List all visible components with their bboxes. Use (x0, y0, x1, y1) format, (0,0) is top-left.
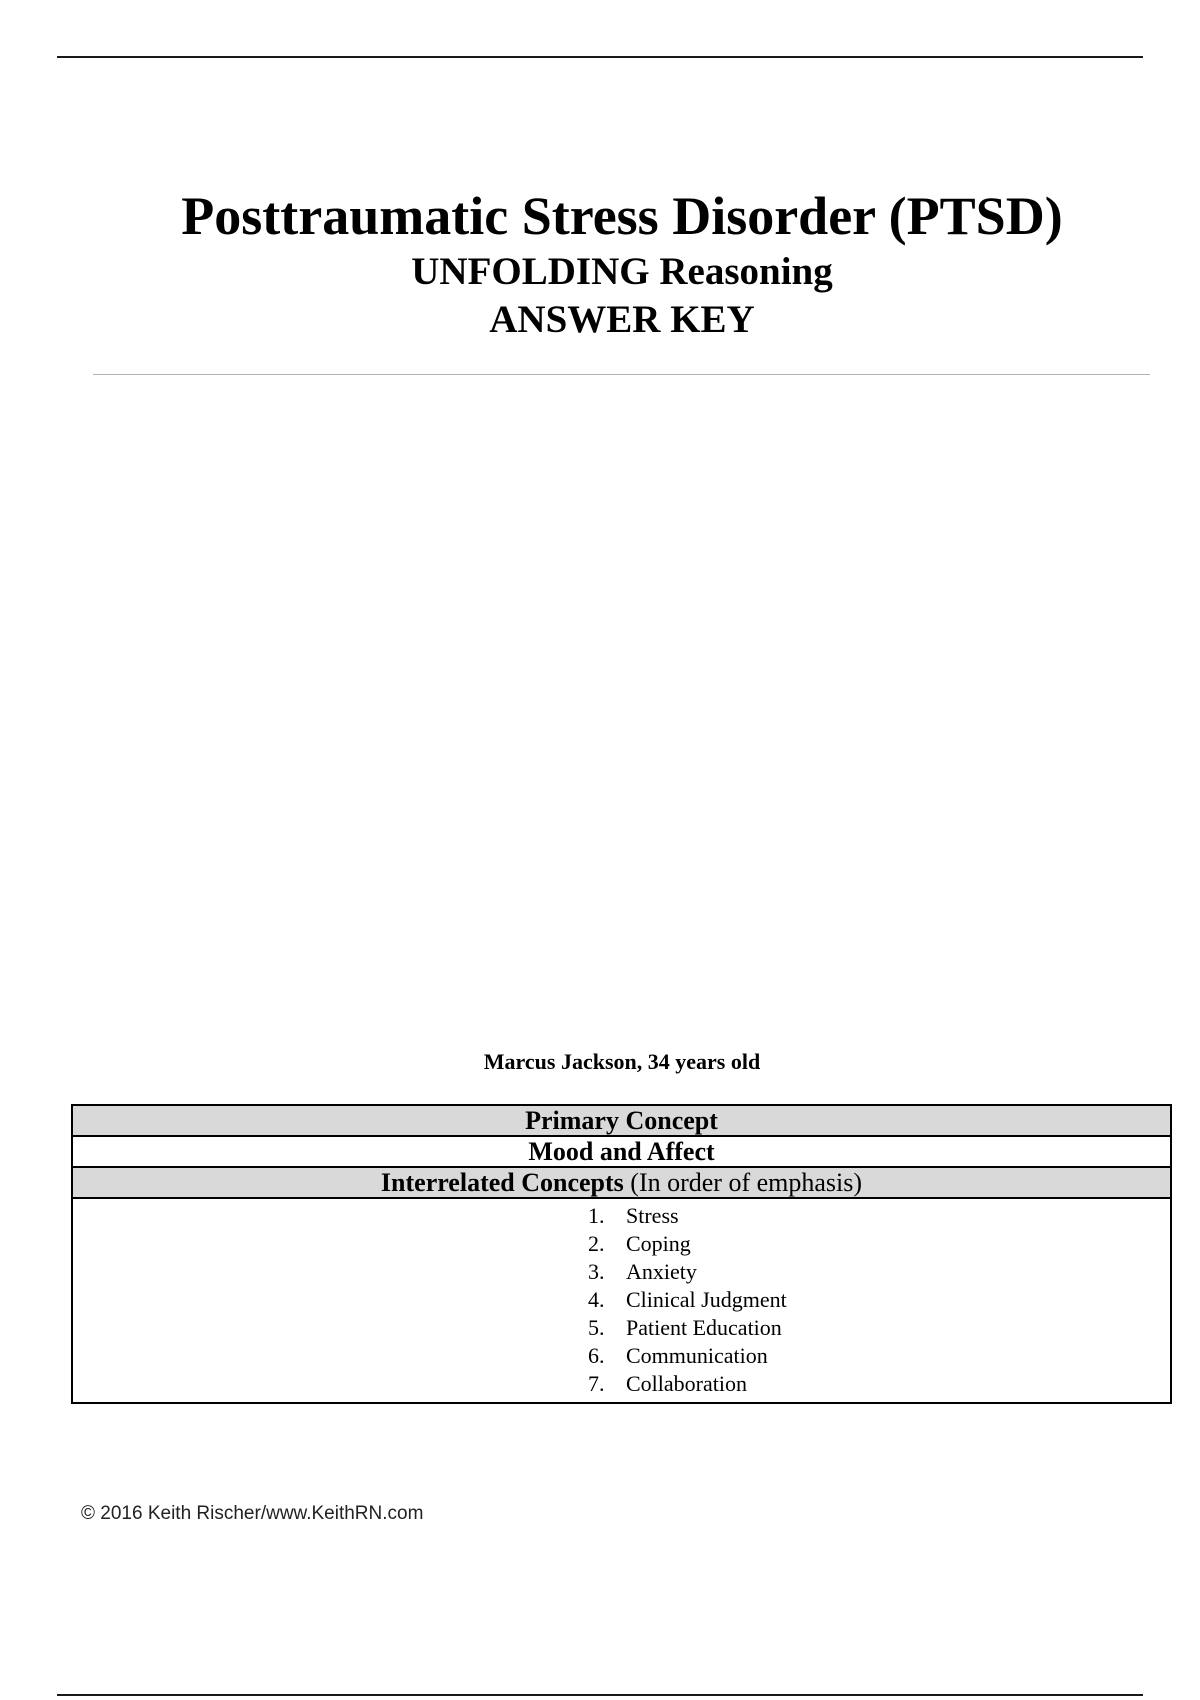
interrelated-header-row (73, 1168, 1170, 1199)
interrelated-note: (In order of emphasis) (630, 1168, 863, 1197)
list-item (73, 1202, 1170, 1230)
list-item (73, 1230, 1170, 1258)
list-item-label: Patient Education (626, 1315, 782, 1340)
list-item-number: 6. (588, 1343, 605, 1368)
subtitle-reasoning: UNFOLDING Reasoning (411, 250, 833, 293)
top-rule (57, 56, 1143, 58)
title-block (0, 184, 1200, 344)
list-item-label: Coping (626, 1231, 691, 1256)
title-rule (93, 374, 1150, 375)
list-item-label: Collaboration (626, 1371, 747, 1396)
primary-concept-row (73, 1137, 1170, 1168)
list-item-number: 2. (588, 1231, 605, 1256)
list-item-label: Communication (626, 1343, 768, 1368)
copyright-notice: © 2016 Keith Rischer/www.KeithRN.com (81, 1503, 424, 1524)
subtitle-answer-key: ANSWER KEY (489, 298, 755, 341)
list-item (73, 1342, 1170, 1370)
concept-table (71, 1104, 1172, 1404)
page-title: Posttraumatic Stress Disorder (PTSD) (181, 186, 1063, 246)
patient-name: Marcus Jackson, 34 years old (483, 1049, 761, 1074)
primary-concept-value: Mood and Affect (528, 1137, 715, 1166)
bottom-rule (57, 1694, 1143, 1696)
list-item (73, 1286, 1170, 1314)
list-item-label: Anxiety (626, 1259, 697, 1284)
list-item-label: Clinical Judgment (626, 1287, 787, 1312)
list-item-number: 1. (588, 1203, 605, 1228)
primary-concept-header-row (73, 1106, 1170, 1137)
list-item-number: 3. (588, 1259, 605, 1284)
interrelated-concepts-list (73, 1199, 1170, 1402)
list-item-number: 5. (588, 1315, 605, 1340)
list-item-number: 7. (588, 1371, 605, 1396)
list-item-number: 4. (588, 1287, 605, 1312)
interrelated-header: Interrelated Concepts (380, 1168, 624, 1197)
list-item (73, 1314, 1170, 1342)
list-item (73, 1258, 1170, 1286)
primary-concept-header: Primary Concept (525, 1106, 718, 1135)
list-item (73, 1370, 1170, 1398)
list-item-label: Stress (626, 1203, 679, 1228)
